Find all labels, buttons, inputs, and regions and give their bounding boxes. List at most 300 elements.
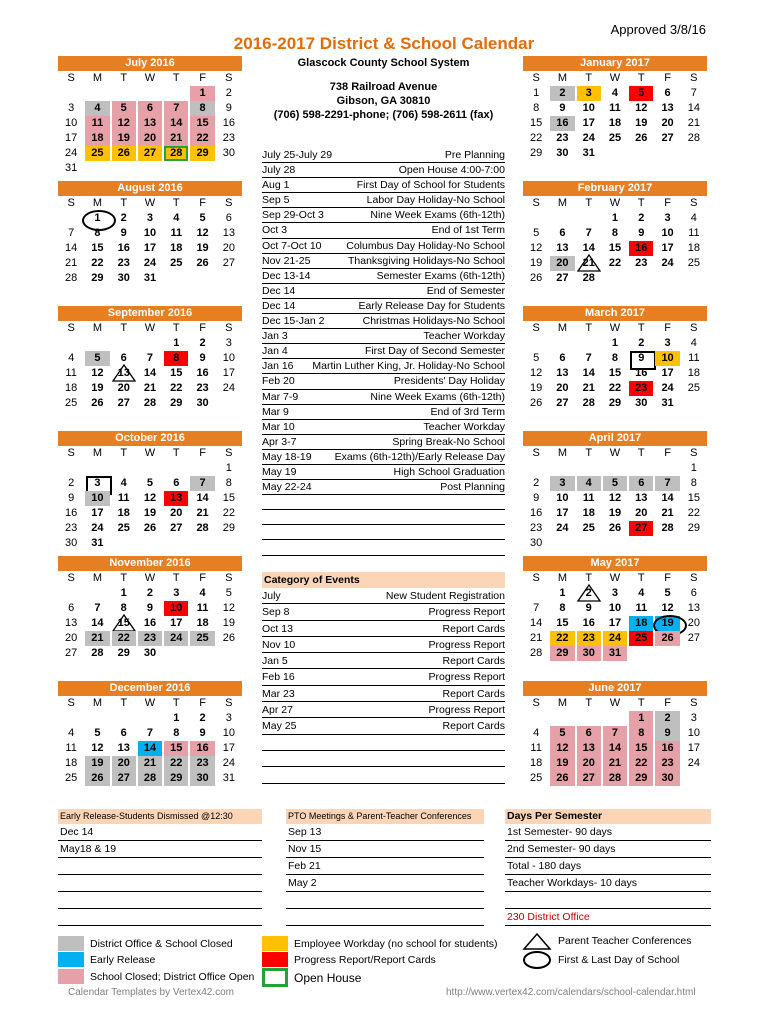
school-name: Glascock County School System — [297, 57, 470, 69]
event-row — [262, 148, 505, 163]
category-date: Apr 27 — [262, 704, 293, 717]
event-row — [262, 193, 505, 208]
day-cell: 16 — [117, 242, 130, 254]
event-row — [262, 525, 505, 540]
weekday-header — [58, 321, 242, 336]
day-cell: 18 — [608, 117, 622, 129]
day-cell: 11 — [582, 492, 595, 504]
day-cell: 3 — [611, 587, 619, 599]
day-cell: 27 — [661, 132, 674, 144]
day-cell: 15 — [164, 741, 188, 756]
day-cell: 7 — [585, 352, 592, 364]
empty-cell — [138, 86, 162, 101]
day-cell: 9 — [199, 352, 206, 364]
day-cell: 22 — [190, 131, 214, 146]
day-cell: 2 — [120, 212, 127, 224]
day-cell: 29 — [222, 522, 235, 534]
event-description: First Day of School for Students — [356, 179, 505, 192]
category-type: Report Cards — [442, 655, 505, 668]
day-cell: 2 — [146, 587, 154, 599]
day-cell: 1 — [611, 212, 619, 224]
empty-cell — [112, 86, 136, 101]
weekday-label: W — [144, 697, 156, 709]
weekday-label: M — [92, 447, 102, 459]
day-cell: 8 — [611, 352, 619, 364]
legend-employee-workday — [262, 936, 497, 951]
month-header: December 2016 — [58, 681, 242, 696]
days-item: 1st Semester- 90 days — [505, 824, 711, 841]
swatch-gray — [58, 936, 84, 951]
day-cell: 12 — [91, 742, 104, 754]
month-february-2017 — [523, 181, 707, 301]
day-cell: 3 — [68, 102, 75, 114]
category-date: Nov 10 — [262, 638, 296, 651]
weekday-header — [523, 446, 707, 461]
day-cell: 24 — [661, 257, 674, 269]
day-cell: 2 — [638, 212, 645, 224]
month-march-2017 — [523, 306, 707, 426]
category-row — [262, 588, 505, 604]
week-row — [58, 131, 242, 146]
day-cell: 16 — [635, 367, 648, 379]
early-item — [58, 892, 262, 909]
day-cell: 4 — [690, 337, 697, 349]
day-cell: 15 — [629, 741, 653, 756]
early-release-section — [58, 809, 262, 926]
day-cell: 21 — [687, 117, 700, 129]
day-cell: 26 — [530, 397, 543, 409]
weekday-label: M — [557, 197, 567, 209]
day-cell: 21 — [138, 756, 162, 771]
day-cell: 29 — [550, 646, 574, 661]
day-cell: 7 — [190, 476, 214, 491]
day-cell: 13 — [687, 602, 700, 614]
weekday-label: S — [67, 447, 75, 459]
month-august-2016 — [58, 181, 242, 301]
day-cell: 30 — [190, 771, 214, 786]
day-cell: 23 — [655, 756, 679, 771]
event-description: Thanksgiving Holidays-No School — [348, 254, 505, 267]
event-date: Apr 3-7 — [262, 435, 297, 448]
month-july-2016 — [58, 56, 242, 176]
day-cell: 23 — [530, 522, 543, 534]
day-cell: 24 — [222, 757, 235, 769]
triangle-icon — [577, 584, 601, 602]
school-address-line2: Gibson, GA 30810 — [336, 95, 431, 107]
month-september-2016 — [58, 306, 242, 426]
day-cell: 25 — [65, 397, 78, 409]
empty-cell — [577, 536, 601, 551]
day-cell: 30 — [556, 147, 569, 159]
day-cell: 8 — [690, 477, 697, 489]
weekday-label: S — [532, 572, 540, 584]
day-cell: 31 — [603, 646, 627, 661]
day-cell: 4 — [120, 477, 127, 489]
day-cell: 31 — [222, 772, 235, 784]
days-item: Total - 180 days — [505, 858, 711, 875]
day-cell: 26 — [655, 631, 679, 646]
empty-cell — [59, 586, 83, 601]
day-cell: 2 — [655, 711, 679, 726]
day-cell: 29 — [530, 147, 543, 159]
day-cell: 31 — [661, 397, 674, 409]
weekday-label: S — [690, 197, 698, 209]
day-cell: 31 — [91, 537, 104, 549]
week-row — [58, 116, 242, 131]
week-row — [58, 146, 242, 161]
week-row — [523, 131, 707, 146]
day-cell: 29 — [164, 771, 188, 786]
day-cell: 26 — [530, 272, 543, 284]
footer-templates-link[interactable]: Calendar Templates by Vertex42.com — [68, 987, 235, 998]
pto-item: Nov 15 — [286, 841, 484, 858]
day-cell: 10 — [65, 117, 78, 129]
day-cell: 20 — [687, 617, 700, 629]
day-cell: 22 — [629, 756, 653, 771]
day-cell: 1 — [559, 587, 566, 599]
event-date: Oct 3 — [262, 224, 288, 237]
day-cell: 20 — [661, 117, 674, 129]
weekday-label: T — [637, 697, 645, 709]
weekday-label: T — [120, 197, 128, 209]
day-cell: 3 — [664, 337, 671, 349]
day-cell: 17 — [661, 367, 674, 379]
empty-cell — [655, 646, 679, 661]
day-cell: 30 — [530, 537, 543, 549]
weekday-label: W — [144, 322, 156, 334]
legend-label: Open House — [294, 970, 362, 985]
weekday-label: S — [532, 322, 540, 334]
month-december-2016 — [58, 681, 242, 801]
week-row — [523, 336, 707, 351]
day-cell: 12 — [608, 492, 622, 504]
day-cell: 27 — [687, 632, 700, 644]
weekday-label: W — [144, 197, 156, 209]
weekday-label: W — [609, 322, 621, 334]
day-cell: 14 — [143, 367, 157, 379]
week-row — [58, 711, 242, 726]
legend-label: Parent Teacher Conferences — [558, 935, 692, 947]
day-cell: 2 — [199, 712, 206, 724]
empty-cell — [190, 461, 214, 476]
day-cell: 11 — [688, 227, 700, 239]
event-row — [262, 208, 505, 223]
day-cell: 17 — [143, 242, 157, 254]
day-cell: 13 — [138, 116, 162, 131]
month-header: April 2017 — [523, 431, 707, 446]
day-cell: 18 — [65, 382, 78, 394]
day-cell: 18 — [629, 616, 653, 631]
day-cell: 10 — [164, 601, 188, 616]
day-cell: 29 — [629, 771, 653, 786]
day-cell: 13 — [65, 617, 78, 629]
empty-cell — [190, 536, 214, 551]
empty-cell — [112, 536, 136, 551]
empty-cell — [550, 336, 574, 351]
event-description: High School Graduation — [393, 465, 505, 478]
week-row — [58, 211, 242, 226]
weekday-header — [58, 71, 242, 86]
event-date: Sep 5 — [262, 194, 290, 207]
day-cell: 21 — [661, 507, 674, 519]
legend-label: School Closed; District Office Open — [90, 970, 255, 983]
week-row — [523, 756, 707, 771]
day-cell: 8 — [94, 227, 101, 239]
triangle-icon — [522, 932, 552, 950]
day-cell: 25 — [530, 772, 543, 784]
weekday-label: S — [67, 322, 75, 334]
day-cell: 27 — [629, 521, 653, 536]
day-cell: 26 — [85, 771, 109, 786]
events-list — [262, 148, 505, 556]
day-cell: 23 — [65, 522, 78, 534]
day-cell: 19 — [85, 756, 109, 771]
empty-cell — [655, 146, 679, 161]
early-item — [58, 909, 262, 926]
day-cell: 6 — [225, 212, 232, 224]
month-header: February 2017 — [523, 181, 707, 196]
week-row — [523, 521, 707, 536]
week-row — [523, 616, 707, 631]
day-cell: 26 — [608, 522, 622, 534]
empty-cell — [682, 396, 706, 411]
day-cell: 6 — [138, 101, 162, 116]
day-cell: 2 — [199, 337, 206, 349]
week-row — [58, 771, 242, 786]
footer-url[interactable]: http://www.vertex42.com/calendars/school-calendar.html — [446, 987, 696, 998]
day-cell: 16 — [582, 617, 595, 629]
day-cell: 20 — [117, 382, 130, 394]
week-row — [58, 536, 242, 551]
day-cell: 27 — [112, 771, 136, 786]
day-cell: 10 — [661, 227, 674, 239]
day-cell: 18 — [530, 757, 543, 769]
days-title: Days Per Semester — [505, 809, 711, 824]
day-cell: 7 — [94, 602, 101, 614]
day-cell: 28 — [530, 647, 543, 659]
day-cell: 26 — [635, 132, 648, 144]
weekday-label: W — [144, 72, 156, 84]
weekday-label: T — [585, 322, 593, 334]
event-date: Sep 29-Oct 3 — [262, 209, 324, 222]
day-cell: 22 — [550, 631, 574, 646]
day-cell: 10 — [143, 227, 157, 239]
day-cell: 10 — [687, 727, 700, 739]
week-row — [58, 646, 242, 661]
empty-cell — [603, 536, 627, 551]
day-cell: 24 — [556, 522, 569, 534]
day-cell: 18 — [582, 507, 595, 519]
day-cell: 6 — [120, 727, 127, 739]
weekday-label: S — [67, 572, 75, 584]
legend-label: Early Release — [90, 953, 156, 966]
day-cell: 9 — [638, 227, 645, 239]
day-cell: 4 — [85, 101, 109, 116]
empty-cell — [655, 536, 679, 551]
day-cell: 28 — [138, 771, 162, 786]
day-cell: 19 — [550, 756, 574, 771]
day-cell: 14 — [582, 242, 595, 254]
week-row — [58, 86, 242, 101]
weekday-label: F — [199, 72, 206, 84]
week-row — [58, 161, 242, 176]
week-row — [523, 461, 707, 476]
weekday-label: F — [199, 197, 206, 209]
swatch-pink — [58, 969, 84, 984]
day-cell: 17 — [661, 242, 674, 254]
weekday-label: W — [609, 72, 621, 84]
school-info — [262, 56, 505, 122]
event-row — [262, 435, 505, 450]
empty-cell — [85, 586, 109, 601]
empty-cell — [603, 146, 627, 161]
day-cell: 20 — [577, 756, 601, 771]
day-cell: 3 — [225, 337, 232, 349]
day-cell: 2 — [638, 337, 645, 349]
month-header: July 2016 — [58, 56, 242, 71]
weekday-header — [58, 696, 242, 711]
pto-item: Feb 21 — [286, 858, 484, 875]
day-cell: 23 — [635, 257, 648, 269]
category-type: Progress Report — [428, 606, 505, 619]
category-row — [262, 686, 505, 702]
weekday-label: M — [92, 322, 102, 334]
days-section — [505, 809, 711, 926]
weekday-label: T — [172, 72, 180, 84]
empty-cell — [629, 146, 653, 161]
weekday-label: F — [664, 572, 671, 584]
day-cell: 24 — [91, 522, 104, 534]
day-cell: 17 — [65, 132, 78, 144]
day-cell: 3 — [550, 476, 574, 491]
weekday-label: S — [532, 447, 540, 459]
empty-cell — [85, 461, 109, 476]
week-row — [523, 711, 707, 726]
empty-cell — [112, 711, 136, 726]
day-cell: 25 — [687, 257, 700, 269]
empty-cell — [164, 461, 188, 476]
day-cell: 11 — [85, 116, 109, 131]
day-cell: 24 — [222, 382, 235, 394]
weekday-label: S — [225, 322, 233, 334]
weekday-label: S — [690, 572, 698, 584]
weekday-label: F — [664, 72, 671, 84]
empty-cell — [112, 461, 136, 476]
day-cell: 9 — [533, 492, 540, 504]
day-cell: 6 — [173, 477, 180, 489]
weekday-label: T — [172, 697, 180, 709]
day-cell: 15 — [556, 617, 569, 629]
weekday-label: T — [172, 322, 180, 334]
event-row — [262, 540, 505, 555]
day-cell: 27 — [170, 522, 183, 534]
week-row — [58, 366, 242, 381]
day-cell: 16 — [65, 507, 78, 519]
empty-cell — [59, 211, 83, 226]
legend-label: District Office & School Closed — [90, 937, 233, 950]
day-cell: 22 — [530, 132, 543, 144]
day-cell: 8 — [533, 102, 540, 114]
empty-cell — [603, 461, 627, 476]
day-cell: 11 — [65, 742, 77, 754]
day-cell: 19 — [143, 507, 157, 519]
month-header: May 2017 — [523, 556, 707, 571]
day-cell: 6 — [690, 587, 697, 599]
day-cell: 16 — [222, 117, 235, 129]
month-header: August 2016 — [58, 181, 242, 196]
empty-cell — [85, 711, 109, 726]
day-cell: 5 — [225, 587, 232, 599]
day-cell: 19 — [608, 507, 622, 519]
event-description: Semester Exams (6th-12th) — [376, 269, 505, 282]
day-cell: 13 — [164, 491, 188, 506]
category-row — [262, 621, 505, 637]
category-row — [262, 637, 505, 653]
day-cell: 31 — [65, 162, 78, 174]
day-cell: 14 — [661, 492, 674, 504]
weekday-label: S — [690, 322, 698, 334]
day-cell: 28 — [582, 272, 595, 284]
day-cell: 28 — [164, 146, 188, 161]
empty-cell — [190, 271, 214, 286]
week-row — [58, 616, 242, 631]
day-cell: 15 — [112, 616, 136, 631]
empty-cell — [524, 586, 548, 601]
day-cell: 4 — [577, 476, 601, 491]
event-row — [262, 390, 505, 405]
week-row — [523, 601, 707, 616]
day-cell: 12 — [530, 367, 543, 379]
empty-cell — [550, 536, 574, 551]
category-row — [262, 653, 505, 669]
day-cell: 4 — [611, 87, 619, 99]
empty-cell — [577, 711, 601, 726]
pto-item — [286, 909, 484, 926]
event-row — [262, 420, 505, 435]
day-cell: 11 — [117, 492, 130, 504]
week-row — [58, 756, 242, 771]
day-cell: 9 — [559, 102, 566, 114]
early-release-title: Early Release-Students Dismissed @12:30 — [58, 809, 262, 824]
event-row — [262, 178, 505, 193]
month-header: March 2017 — [523, 306, 707, 321]
weekday-label: M — [92, 197, 102, 209]
day-cell: 30 — [655, 771, 679, 786]
day-cell: 20 — [65, 632, 78, 644]
weekday-label: M — [92, 697, 102, 709]
day-cell: 11 — [170, 227, 183, 239]
day-cell: 30 — [635, 397, 648, 409]
day-cell: 12 — [222, 602, 235, 614]
weekday-label: S — [67, 72, 75, 84]
day-cell: 21 — [577, 256, 601, 271]
weekday-label: M — [557, 447, 567, 459]
empty-cell — [164, 271, 188, 286]
day-cell: 29 — [91, 272, 104, 284]
category-row — [262, 751, 505, 767]
weekday-label: F — [664, 447, 671, 459]
day-cell: 5 — [146, 477, 154, 489]
week-row — [523, 271, 707, 286]
event-description: Presidents' Day Holiday — [393, 375, 505, 388]
category-row — [262, 702, 505, 718]
day-cell: 11 — [609, 102, 621, 114]
day-cell: 24 — [143, 257, 157, 269]
weekday-label: S — [690, 697, 698, 709]
weekday-header — [523, 696, 707, 711]
event-description: Teacher Workday — [423, 330, 505, 343]
triangle-icon — [112, 364, 136, 382]
